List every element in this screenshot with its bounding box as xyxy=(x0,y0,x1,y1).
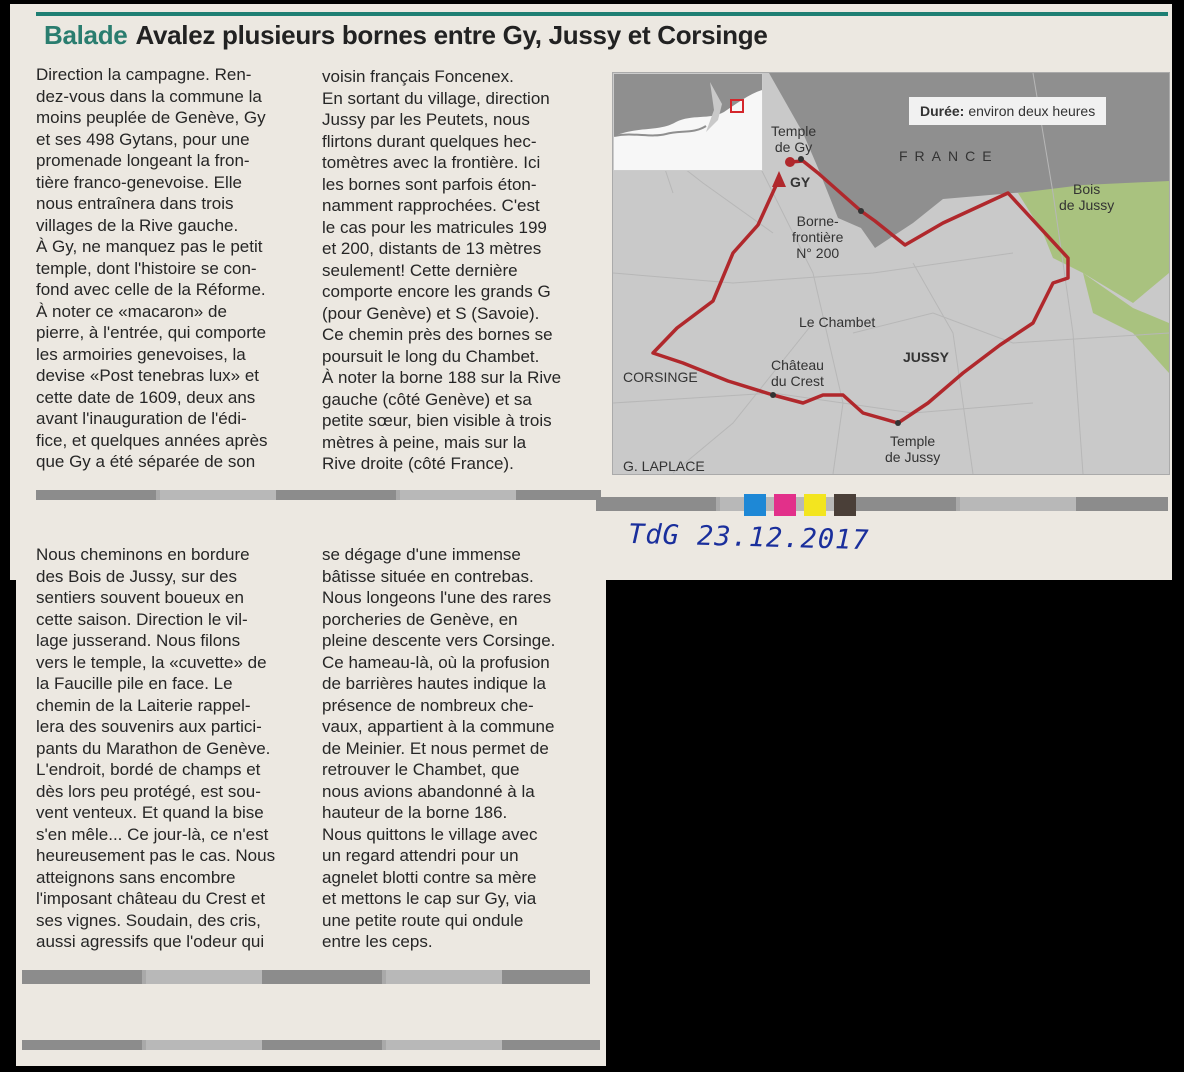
printer-stripe xyxy=(22,1040,600,1050)
chambet-label: Le Chambet xyxy=(799,314,876,330)
headline xyxy=(44,20,768,51)
article-column-4: se dégage d'une immense bâtisse située en contrebas. Nous longeons l'une des rares porcheries de Genève, en pleine descente vers Corsinge. Ce hameau-là, où la profusion de barrières hautes indique la présence de nombreux che- vaux, appartient à la commune de Meinier. Et nous permet de retrouver le Chambet, que nous avions abandonné à la hauteur de la borne 186. Nous quittons le village avec un regard attendri pour un agnelet blotti contre sa mère et mettons le cap sur Gy, via une petite route qui ondule entre les ceps. xyxy=(322,545,556,951)
temple-jussy-marker xyxy=(895,420,901,426)
bois-jussy-label: Bois de Jussy xyxy=(1059,181,1115,213)
gy-label: GY xyxy=(790,174,811,190)
temple-jussy-label: Temple de Jussy xyxy=(885,433,941,465)
locator-inset-map xyxy=(613,73,763,171)
printer-stripe xyxy=(22,970,590,984)
france-label: FRANCE xyxy=(899,148,999,164)
jussy-label: JUSSY xyxy=(903,349,949,365)
headline-text: Avalez plusieurs bornes entre Gy, Jussy et Corsinge xyxy=(135,20,768,50)
article-column-3: Nous cheminons en bordure des Bois de Jussy, sur des sentiers souvent boueux en cette saison. Direction le vil- lage jusserand. Nous filons vers le temple, la «cuvette» de la Faucille pile en face. Le chemin de la Laiterie rappel- lera des souvenirs aux partici- pants du Marathon de Genève. L'endroit, bordé de champs et dès lors peu protégé, est sou- vent venteux. Et quand la bise s'en mêle... Ce jour-là, ce n'est heureusement pas le cas. Nous atteignons sans encombre l'imposant château du Crest et ses vignes. Soudain, des cris, aussi agressifs que l'odeur qui xyxy=(36,545,276,951)
duration-box xyxy=(909,97,1106,125)
duration-value: environ deux heures xyxy=(968,103,1096,119)
route-map xyxy=(612,72,1170,475)
section-kicker: Balade xyxy=(44,20,128,50)
cyan-swatch xyxy=(744,494,766,516)
depart-marker xyxy=(785,157,795,167)
temple-gy-label: Temple de Gy xyxy=(771,123,817,155)
black-swatch xyxy=(834,494,856,516)
borne-label: Borne- frontière N° 200 xyxy=(792,213,844,261)
printer-stripe xyxy=(596,497,1168,511)
map-credit: G. LAPLACE xyxy=(623,458,705,474)
corsinge-label: CORSINGE xyxy=(623,369,698,385)
borne-marker xyxy=(858,208,864,214)
printer-stripe xyxy=(36,490,601,500)
handwritten-date-note: TdG 23.12.2017 xyxy=(627,518,870,557)
chateau-label: Château du Crest xyxy=(771,357,824,389)
section-rule xyxy=(36,12,1168,16)
article-column-2: voisin français Foncenex. En sortant du village, direction Jussy par les Peutets, nous flirtons durant quelques hec- tomètres avec la frontière. Ici les bornes sont parfois éton- namment rapprochées. C'est le cas pour les matricules 199 et 200, distants de 13 mètres seulement! Cette dernière comporte encore les grands G (pour Genève) et S (Savoie). Ce chemin près des bornes se poursuit le long du Chambet. À noter la borne 188 sur la Rive gauche (côté Genève) et sa petite sœur, bien visible à trois mètres à peine, mais sur la Rive droite (côté France). xyxy=(322,67,562,473)
yellow-swatch xyxy=(804,494,826,516)
color-registration-marks xyxy=(744,494,858,516)
temple-gy-marker xyxy=(798,156,804,162)
duration-label: Durée: xyxy=(920,103,965,119)
chateau-marker xyxy=(770,392,776,398)
article-column-1: Direction la campagne. Ren- dez-vous dans la commune la moins peuplée de Genève, Gy et ses 498 Gytans, pour une promenade longeant la fron- tière franco-genevoise. Elle nous entraînera dans trois villages de la Rive gauche. À Gy, ne manquez pas le petit temple, dont l'histoire se con- fond avec celle de la Réforme. À noter ce «macaron» de pierre, à l'entrée, qui comporte les armoiries genevoises, la devise «Post tenebras lux» et cette date de 1609, deux ans avant l'inauguration de l'édi- fice, et quelques années après que Gy a été séparée de son xyxy=(36,65,268,471)
magenta-swatch xyxy=(774,494,796,516)
